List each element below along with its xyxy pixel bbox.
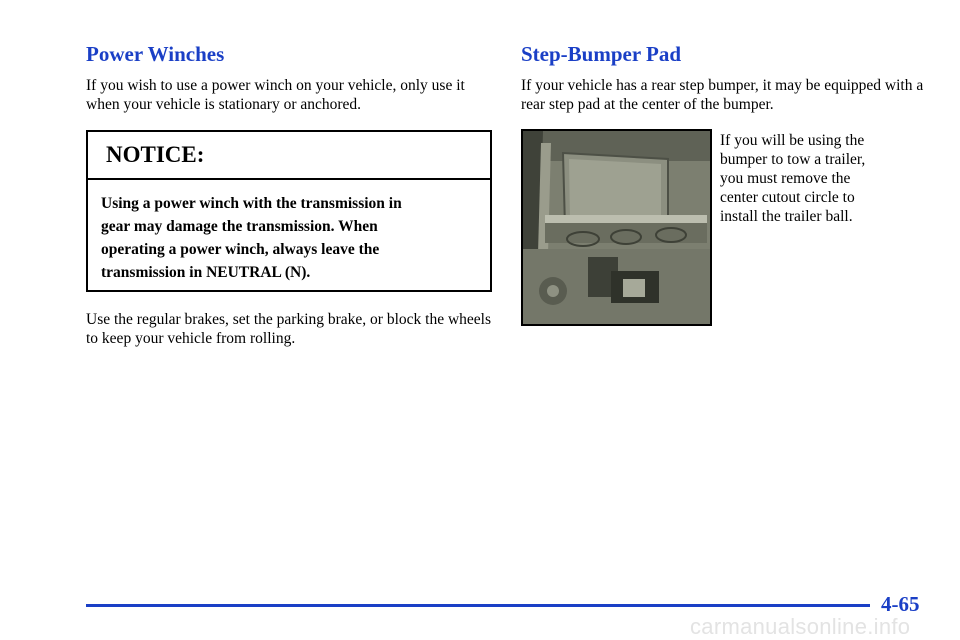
section-heading-step-bumper-pad: Step-Bumper Pad [521, 42, 682, 66]
caption-line: you must remove the [720, 170, 851, 187]
watermark: carmanualsonline.info [690, 614, 911, 639]
page-number: 4-65 [881, 592, 920, 616]
caption-line: install the trailer ball. [720, 208, 853, 225]
notice-line: operating a power winch, always leave the [101, 241, 380, 258]
notice-line: Using a power winch with the transmission in [101, 195, 402, 212]
step-bumper-photo [521, 129, 712, 326]
caption-line: If you will be using the [720, 132, 865, 149]
power-winch-intro-text: If you wish to use a power winch on your vehicle, only use it when your vehicle is stationary or anchored. [86, 77, 465, 113]
notice-box [86, 130, 492, 292]
notice-line: transmission in NEUTRAL (N). [101, 264, 311, 281]
step-bumper-intro-text: If your vehicle has a rear step bumper, it may be equipped with a rear step pad at the center of the bumper. [521, 77, 924, 113]
section-heading-power-winches: Power Winches [86, 42, 225, 66]
caption-line: center cutout circle to [720, 189, 855, 206]
notice-body [88, 180, 490, 284]
step-bumper-illustration [523, 131, 710, 324]
footer-rule [86, 604, 870, 607]
notice-line: gear may damage the transmission. When [101, 218, 378, 235]
notice-title: NOTICE: [88, 132, 490, 180]
step-bumper-caption [720, 131, 930, 226]
power-winch-followup-text: Use the regular brakes, set the parking brake, or block the wheels to keep your vehicle from rolling. [86, 311, 492, 347]
caption-line: bumper to tow a trailer, [720, 151, 866, 168]
